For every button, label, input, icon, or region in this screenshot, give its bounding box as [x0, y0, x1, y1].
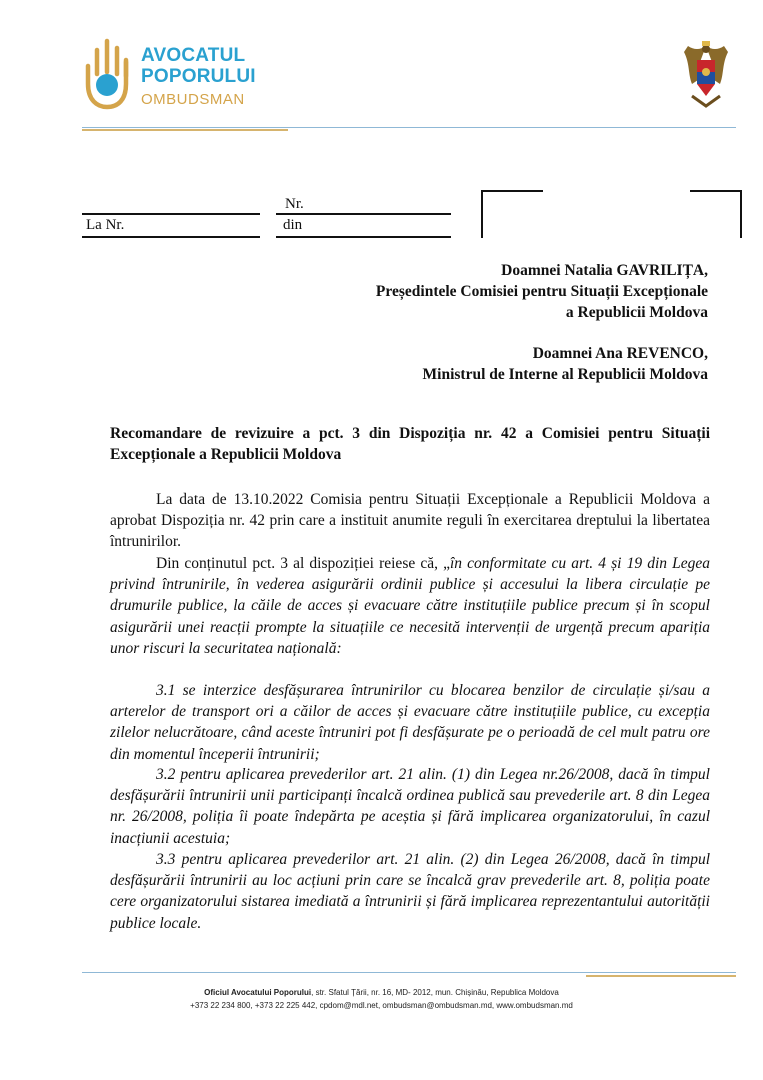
addressee1-title: Președintele Comisiei pentru Situații Excepționale	[375, 283, 708, 300]
ref-line-left-top	[82, 213, 260, 215]
coat-of-arms-icon	[680, 40, 732, 110]
logo-text-line3: OMBUDSMAN	[141, 91, 245, 108]
body-paragraph-2	[110, 553, 710, 659]
ref-line-right-bottom	[276, 236, 451, 238]
body-paragraph-5: 3.3 pentru aplicarea prevederilor art. 21 alin. (2) din Legea 26/2008, dacă în timpul desfășurării întrunirii au loc acțiuni prin care se încalcă grav prevederile art. 8, poliția poate cere organizatorului sistarea imediată a întrunirii și fără implicarea reprezentantului autorității publice locale.	[110, 851, 710, 932]
logo-text-line2: POPORULUI	[141, 66, 256, 87]
letter-subject: Recomandare de revizuire a pct. 3 din Dispoziția nr. 42 a Comisiei pentru Situații Excepționale a Republicii Moldova	[110, 425, 710, 463]
addressee2-title: Ministrul de Interne al Republicii Moldova	[422, 366, 708, 383]
body-paragraph-3: 3.1 se interzice desfășurarea întrunirilor cu blocarea benzilor de circulație și/sau a arterelor de transport ori a căilor de acces și evacuare către instituțiile publice, cu excepția zilelor nelucrătoare, când aceste întruniri pot fi desfășurate pe o perioadă de cel mult patru ore din momentul începerii întrunirii;	[110, 682, 710, 763]
footer-contacts: +373 22 234 800, +373 22 225 442, cpdom@mdl.net, ombudsman@ombudsman.md, www.ombudsman.md	[190, 1001, 573, 1010]
footer-rule-gold	[586, 975, 736, 977]
ref-line-left-bottom	[82, 236, 260, 238]
body-paragraph-1: La data de 13.10.2022 Comisia pentru Situații Excepționale a Republicii Moldova a aprobat Dispoziția nr. 42 prin care a instituit anumite reguli în exercitarea dreptului la libertatea întrunirilor.	[110, 491, 710, 551]
footer-rule-blue	[82, 972, 736, 973]
paragraph-2-lead: Din conținutul pct. 3 al dispoziției reiese că, „	[156, 555, 450, 572]
addressee1-country: a Republicii Moldova	[565, 304, 708, 321]
la-nr-label: La Nr.	[86, 217, 125, 233]
addressee2-name: Doamnei Ana REVENCO,	[532, 345, 708, 362]
ref-line-right-top	[276, 213, 451, 215]
registry-corner-left	[481, 190, 543, 238]
footer-org: Oficiul Avocatului Poporului	[204, 988, 312, 997]
nr-label: Nr.	[285, 196, 304, 212]
footer-address-text: , str. Sfatul Țării, nr. 16, MD- 2012, mun. Chișinău, Republica Moldova	[311, 988, 559, 997]
logo-text-line1: AVOCATUL	[141, 45, 246, 66]
header-rule-gold	[82, 129, 288, 131]
footer-address	[0, 988, 763, 997]
paragraph-2-quote: în conformitate cu art. 4 și 19 din Legea privind întrunirile, în vederea asigurării ordinii publice și accesului la libera circulație pe drumurile publice, la căile de acces și evacuare către instituțiile publice precum și în scopul asigurării unei reacții prompte la situațiile ce necesită intervenții de urgență precum apariția unor riscuri la securitatea națională:	[110, 555, 710, 657]
ombudsman-hand-logo-icon	[82, 36, 132, 110]
addressee1-name: Doamnei Natalia GAVRILIȚA,	[501, 262, 708, 279]
din-label: din	[283, 217, 303, 233]
registry-corner-right	[690, 190, 742, 238]
body-paragraph-4: 3.2 pentru aplicarea prevederilor art. 21 alin. (1) din Legea nr.26/2008, dacă în timpul desfășurării întrunirii unii participanți încalcă ordinea publică sau prevederile art. 8 din Legea nr. 26/2008, poliția îi poate îndepărta pe aceștia și fără implicarea organizatorului, în cazul inacțiunii acestuia;	[110, 766, 710, 847]
header-rule-blue	[82, 127, 736, 128]
